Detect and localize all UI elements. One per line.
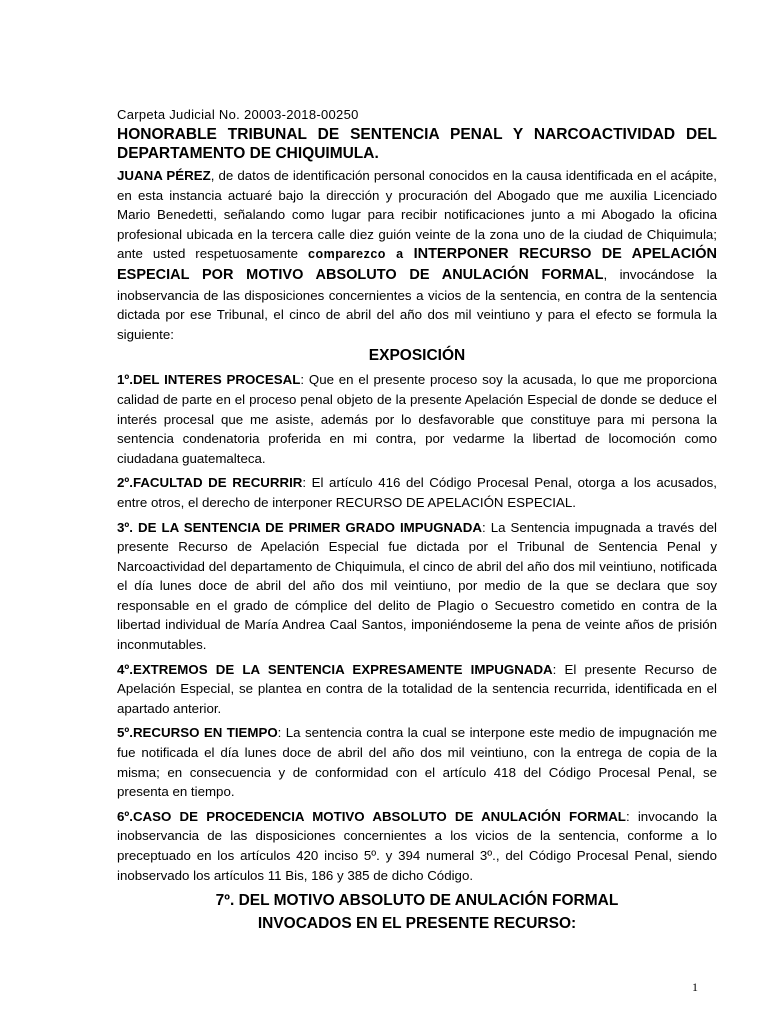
court-heading: HONORABLE TRIBUNAL DE SENTENCIA PENAL Y NARCOACTIVIDAD DEL DEPARTAMENTO DE CHIQUIMULA. — [117, 126, 717, 162]
section-5-heading: 5º.RECURSO EN TIEMPO — [117, 725, 278, 741]
section-3-heading: 3º. DE LA SENTENCIA DE PRIMER GRADO IMPUGNADA — [117, 519, 482, 535]
section-2 — [117, 473, 717, 512]
section-2-text: : El artículo 416 del Código Procesal Penal, otorga a los acusados, entre otros, el derecho de interponer RECURSO DE APELACIÓN ESPECIAL. — [117, 475, 717, 510]
case-number: Carpeta Judicial No. 20003-2018-00250 — [117, 107, 359, 122]
section-3 — [117, 518, 717, 655]
exposicion-heading: EXPOSICIÓN — [368, 347, 466, 365]
page-number: 1 — [692, 980, 698, 994]
petition-text-1: , de datos de identificación personal conocidos en la causa identificada en el acápite, en esta instancia actuaré bajo la dirección y procuración del Abogado que me auxilia Licenciado Mario Benedetti, señalando como lugar para recibir notificaciones junto a mi Abogado la oficina profesional ubicada en la tercera calle diez guión veinte de la zona uno de la ciudad de Chiquimula; ante usted respetuosamente — [117, 168, 717, 262]
section-4-text: : El presente Recurso de Apelación Especial, se plantea en contra de la totalidad de la sentencia recurrida, identificada en el apartado anterior. — [117, 661, 717, 716]
petition-paragraph — [117, 166, 717, 344]
petitioner-name: JUANA PÉREZ — [117, 168, 211, 183]
motivo-heading-line-2: INVOCADOS EN EL PRESENTE RECURSO: — [257, 915, 577, 933]
section-1-heading: 1º.DEL INTERES PROCESAL — [117, 372, 301, 388]
petition-appear: comparezco a — [308, 247, 404, 262]
section-2-heading: 2º.FACULTAD DE RECURRIR — [117, 475, 303, 491]
petition-recurso: INTERPONER RECURSO DE APELACIÓN ESPECIAL POR MOTIVO ABSOLUTO DE ANULACIÓN FORMAL — [117, 246, 717, 283]
section-6-text: : invocando la inobservancia de las disposiciones concernientes a los vicios de la sentencia, conforme a lo preceptuado en los artículos 420 inciso 5º. y 394 numeral 3º., del Código Procesal Penal, siendo inobservado los artículos 11 Bis, 186 y 385 de dicho Código. — [117, 808, 717, 883]
petition-text-2: , invocándose la inobservancia de las disposiciones concernientes a vicios de la sentencia, en contra de la sentencia dictada por ese Tribunal, el cinco de abril del año dos mil veintiuno y para el efecto se formula la siguiente: — [117, 266, 717, 342]
section-1 — [117, 370, 717, 468]
section-1-text: : Que en el presente proceso soy la acusada, lo que me proporciona calidad de parte en el proceso penal objeto de la presente Apelación Especial de donde se deduce el interés procesal que me asiste, además por lo desfavorable que constituye para mi persona la sentencia condenatoria proferida en mi contra, por vedarme la libertad de locomoción como ciudadana guatemalteca. — [117, 372, 717, 466]
section-3-text: : La Sentencia impugnada a través del presente Recurso de Apelación Especial fue dictada por el Tribunal de Sentencia Penal y Narcoactividad del departamento de Chiquimula, el cinco de abril del año dos mil veintiuno, notificada el día lunes doce de abril del año dos mil veintiuno, por medio de la que se declara que soy responsable en el grado de cómplice del delito de Plagio o Secuestro cometido en contra de la libertad individual de María Andrea Caal Santos, imponiéndoseme la pena de veinte años de prisión inconmutables. — [117, 519, 717, 653]
section-5-text: : La sentencia contra la cual se interpone este medio de impugnación me fue notificada el día lunes doce de abril del año dos mil veintiuno, con la entrega de copia de la misma; en consecuencia y de conformidad con el artículo 418 del Código Procesal Penal, se presenta en tiempo. — [117, 725, 717, 800]
document-body — [117, 106, 717, 934]
motivo-heading-line-1: 7º. DEL MOTIVO ABSOLUTO DE ANULACIÓN FORMAL — [215, 892, 619, 910]
section-6-heading: 6º.CASO DE PROCEDENCIA MOTIVO ABSOLUTO DE ANULACIÓN FORMAL — [117, 808, 626, 824]
section-5 — [117, 723, 717, 801]
section-6 — [117, 807, 717, 885]
section-4 — [117, 660, 717, 719]
section-4-heading: 4º.EXTREMOS DE LA SENTENCIA EXPRESAMENTE IMPUGNADA — [117, 661, 553, 677]
